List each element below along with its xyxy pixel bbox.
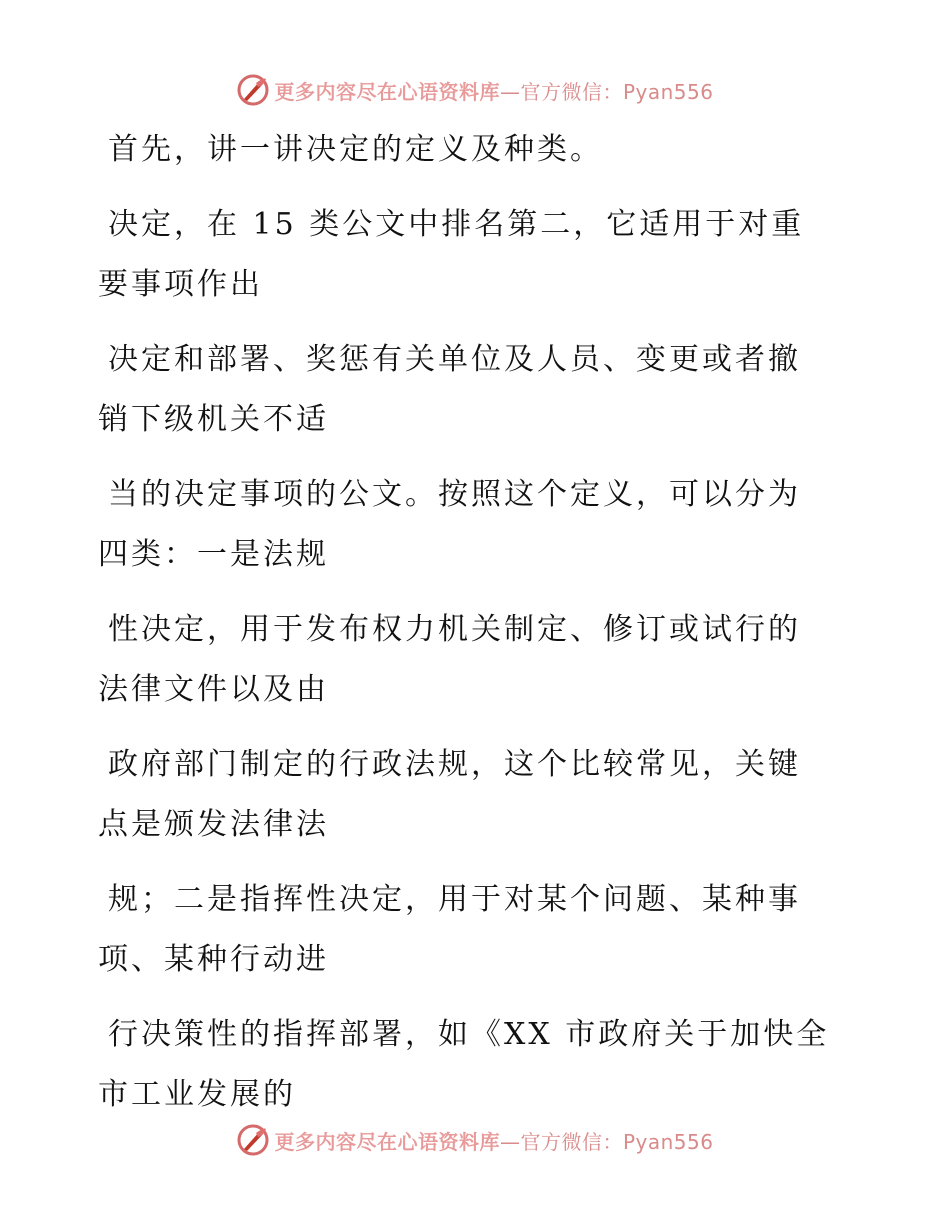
footer-watermark-text: 更多内容尽在心语资料库—官方微信：Pyan556	[274, 1129, 714, 1154]
paragraph-3	[98, 330, 858, 450]
paragraph-5	[98, 600, 858, 720]
paragraph-line: 四类：一是法规	[98, 537, 329, 572]
paragraph-line: 首先，讲一讲决定的定义及种类。	[108, 132, 603, 167]
footer-watermark-banner	[0, 1120, 950, 1160]
quill-logo-icon	[236, 73, 270, 107]
paragraph-line: 要事项作出	[98, 267, 263, 302]
paragraph-1	[98, 120, 858, 180]
header-watermark-text: 更多内容尽在心语资料库—官方微信：Pyan556	[274, 79, 714, 104]
paragraph-line: 政府部门制定的行政法规，这个比较常见，关键	[108, 747, 801, 782]
document-body	[98, 120, 858, 1140]
paragraph-line: 点是颁发法律法	[98, 807, 329, 842]
header-watermark-banner	[0, 70, 950, 110]
quill-logo-icon	[236, 1123, 270, 1157]
paragraph-line: 项、某种行动进	[98, 942, 329, 977]
paragraph-line: 当的决定事项的公文。按照这个定义，可以分为	[108, 477, 801, 512]
paragraph-line: 销下级机关不适	[98, 402, 329, 437]
paragraph-8	[98, 1005, 858, 1125]
paragraph-line: 行决策性的指挥部署，如《XX 市政府关于加快全	[108, 1017, 830, 1052]
paragraph-line: 市工业发展的	[98, 1077, 296, 1112]
paragraph-line: 决定和部署、奖惩有关单位及人员、变更或者撤	[108, 342, 801, 377]
paragraph-6	[98, 735, 858, 855]
paragraph-7	[98, 870, 858, 990]
paragraph-4	[98, 465, 858, 585]
paragraph-line: 决定，在 15 类公文中排名第二，它适用于对重	[108, 207, 805, 242]
paragraph-line: 性决定，用于发布权力机关制定、修订或试行的	[108, 612, 801, 647]
paragraph-line: 法律文件以及由	[98, 672, 329, 707]
paragraph-2	[98, 195, 858, 315]
paragraph-line: 规；二是指挥性决定，用于对某个问题、某种事	[108, 882, 801, 917]
